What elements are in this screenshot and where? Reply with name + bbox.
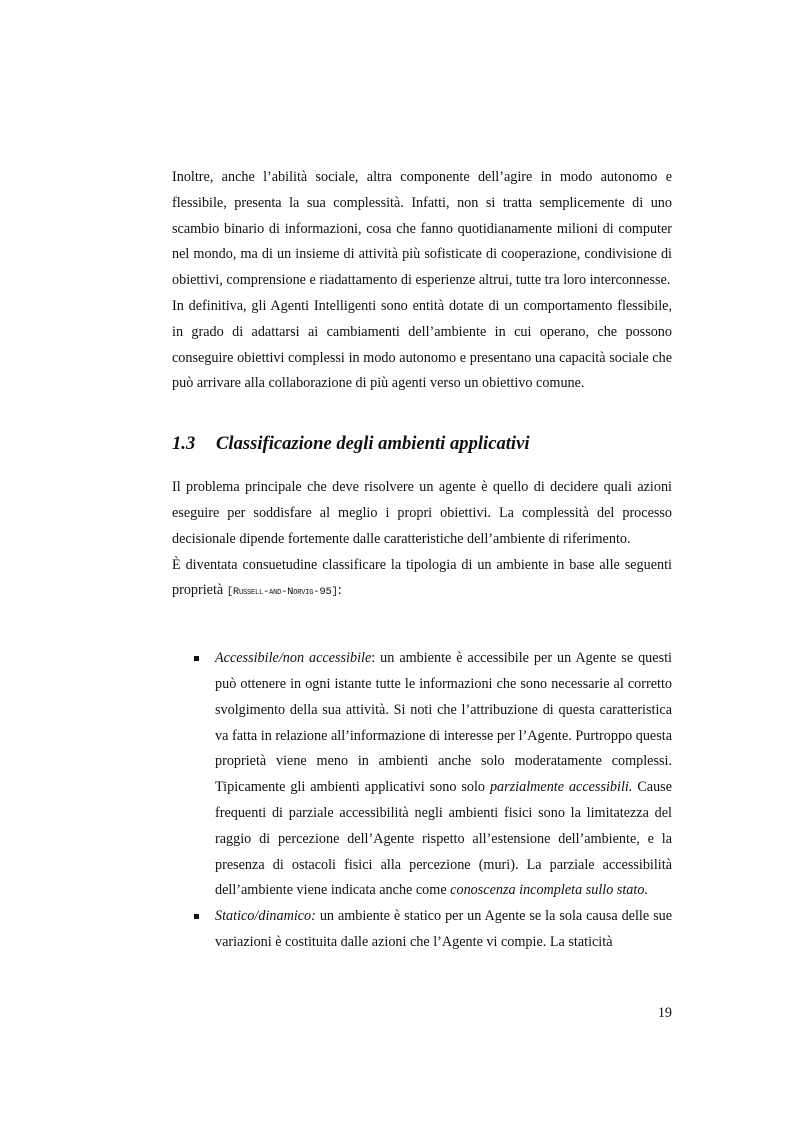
section-paragraph-1: Il problema principale che deve risolvere un agente è quello di decidere quali azioni eseguire per soddisfare al meglio i propri obiettivi. La complessità del processo decisionale dipende fortemente dalle caratteristiche dell’ambiente di riferimento. [172,479,672,547]
page-body [172,165,672,956]
intro-paragraph-2: In definitiva, gli Agenti Intelligenti sono entità dotate di un comportamento flessibile, in grado di adattarsi ai cambiamenti dell’ambiente in cui operano, che possono conseguire obiettivi complessi in modo autonomo e presentano una capacità sociale che può arrivare alla collaborazione di più agenti verso un obiettivo comune. [172,297,672,392]
section-paragraph-2-text: È diventata consuetudine classificare la tipologia di un ambiente in base alle seguenti proprietà [172,556,672,599]
section-number: 1.3 [172,433,196,455]
bullet-emphasis: conoscenza incompleta sullo stato. [450,882,648,899]
intro-paragraph-1: Inoltre, anche l’abilità sociale, altra componente dell’agire in modo autonomo e flessibile, presenta la sua complessità. Infatti, non si tratta semplicemente di uno scambio binario di informazioni, cosa che fanno quotidianamente milioni di computer nel mondo, ma di un insieme di attività più sofisticate di cooperazione, condivisione di obiettivi, comprensione e riadattamento di esperienze altrui, tutte tra loro interconnesse. [172,169,672,289]
section-paragraph-2 [172,553,672,607]
bullet-text: un ambiente è statico per un Agente se la sola causa delle sue variazioni è costituita dalle azioni che l’Agente vi compie. La staticità [215,908,672,950]
list-item [172,904,672,956]
bullet-square-icon [194,656,199,661]
citation: [Russell-and-Norvig-95] [226,586,338,599]
bullet-square-icon [194,914,199,919]
property-list [172,646,672,956]
section-heading [172,433,672,459]
bullet-term-sep: : [371,650,376,667]
list-item [172,646,672,904]
section-title: Classificazione degli ambienti applicativi [216,433,530,455]
bullet-term: Accessibile/non accessibile [215,650,372,667]
bullet-text: Cause frequenti di parziale accessibilità negli ambienti fisici sono la limitatezza del raggio di percezione dell’Agente rispetto all’estensione dell’ambiente, e la presenza di ostacoli fisici alla percezione (muri). La parziale accessibilità dell’ambiente viene indicata anche come [215,779,672,899]
bullet-emphasis: parzialmente accessibili. [489,779,633,796]
citation-suffix: : [337,582,342,599]
page-number: 19 [657,1005,672,1021]
bullet-text: un ambiente è accessibile per un Agente se questi può ottenere in ogni istante tutte le informazioni che sono necessarie al corretto svolgimento della sua attività. Si noti che l’attribuzione di questa caratteristica va fatta in relazione all’informazione di interesse per l’Agente. Purtroppo questa proprietà viene meno in ambienti anche solo moderatamente complessi. Tipicamente gli ambienti applicativi sono solo [215,650,672,796]
bullet-term: Statico/dinamico: [215,908,316,925]
